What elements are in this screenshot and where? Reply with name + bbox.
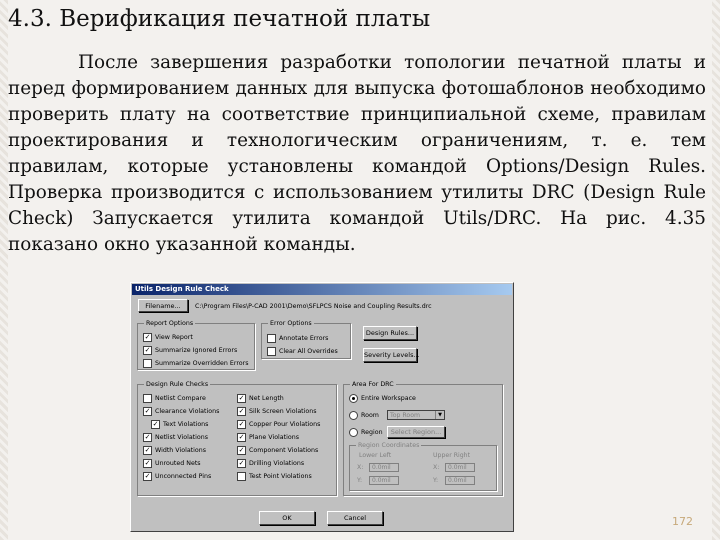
copper-pour-violations-checkbox[interactable]: ✓ Copper Pour Violations xyxy=(238,420,321,428)
test-point-violations-checkbox[interactable]: Test Point Violations xyxy=(237,472,312,481)
clearance-violations-checkbox[interactable]: ✓ Clearance Violations xyxy=(144,407,220,415)
slide-title: 4.3. Верификация печатной платы xyxy=(8,6,431,32)
select-region-button[interactable]: Select Region... xyxy=(387,426,445,438)
radio-circle[interactable] xyxy=(349,394,358,403)
silk-screen-violations-checkbox[interactable]: ✓ Silk Screen Violations xyxy=(238,407,317,415)
checkbox-box[interactable] xyxy=(143,394,152,403)
component-violations-checkbox[interactable]: ✓ Component Violations xyxy=(238,446,319,454)
clear-overrides-checkbox[interactable]: Clear All Overrides xyxy=(267,347,338,356)
ur-y-input[interactable]: 0.0mil xyxy=(445,476,475,485)
ur-x-label: X: xyxy=(433,464,440,471)
upper-right-label: Upper Right xyxy=(433,452,470,459)
cancel-button[interactable]: Cancel xyxy=(327,511,383,525)
filename-button[interactable]: Filename... xyxy=(138,299,188,312)
area-for-drc-label: Area For DRC xyxy=(352,381,394,388)
ur-y-label: Y: xyxy=(433,477,439,484)
drilling-violations-checkbox[interactable]: ✓ Drilling Violations xyxy=(238,459,305,467)
error-options-label: Error Options xyxy=(270,320,312,327)
netlist-violations-checkbox[interactable]: ✓ Netlist Violations xyxy=(144,433,209,441)
checkbox-box[interactable] xyxy=(237,472,246,481)
design-rules-button[interactable]: Design Rules... xyxy=(363,326,417,340)
checkbox-box[interactable]: ✓ xyxy=(238,420,245,428)
radio-circle[interactable] xyxy=(349,428,358,437)
page-number: 172 xyxy=(672,515,693,528)
severity-levels-button[interactable]: Severity Levels... xyxy=(363,348,417,362)
annotate-errors-checkbox[interactable]: Annotate Errors xyxy=(267,334,328,343)
ll-x-label: X: xyxy=(357,464,364,471)
checkbox-box[interactable]: ✓ xyxy=(238,446,245,454)
room-radio[interactable]: Room xyxy=(349,411,379,420)
width-violations-checkbox[interactable]: ✓ Width Violations xyxy=(144,446,207,454)
view-report-checkbox[interactable]: ✓ View Report xyxy=(144,333,193,341)
left-edge-decoration xyxy=(0,0,8,540)
checkbox-box[interactable]: ✓ xyxy=(144,472,151,480)
checkbox-box[interactable]: ✓ xyxy=(238,433,245,441)
checkbox-box[interactable]: ✓ xyxy=(144,407,151,415)
checkbox-box[interactable] xyxy=(143,359,152,368)
region-coordinates-label: Region Coordinates xyxy=(358,442,420,449)
unconnected-pins-checkbox[interactable]: ✓ Unconnected Pins xyxy=(144,472,212,480)
summarize-overridden-checkbox[interactable]: Summarize Overridden Errors xyxy=(143,359,249,368)
design-rule-checks-label: Design Rule Checks xyxy=(146,381,209,388)
slide-body-text: После завершения разработки топологии печатной платы и перед формированием данных для выпуска фотошаблонов необходимо проверить плату на соответствие принципиальной схеме, правилам проектирования и технологическим ограничениям, т. е. тем правилам, которые установлены командой Options/Design Rules. Проверка производится с использованием утилиты DRC (Design Rule Check) Запускается утилита командой Utils/DRC. На рис. 4.35 показано окно указанной команды. xyxy=(8,52,706,255)
filename-path: C:\Program Files\P-CAD 2001\Demo\SFLPCS Noise and Coupling Results.drc xyxy=(195,303,432,310)
chevron-down-icon[interactable]: ▼ xyxy=(435,411,444,419)
summarize-ignored-checkbox[interactable]: ✓ Summarize Ignored Errors xyxy=(144,346,238,354)
region-radio[interactable]: Region xyxy=(349,428,383,437)
netlist-compare-checkbox[interactable]: Netlist Compare xyxy=(143,394,206,403)
plane-violations-checkbox[interactable]: ✓ Plane Violations xyxy=(238,433,299,441)
lower-left-label: Lower Left xyxy=(359,452,392,459)
report-options-label: Report Options xyxy=(146,320,194,327)
checkbox-box[interactable] xyxy=(267,334,276,343)
checkbox-box[interactable]: ✓ xyxy=(144,459,151,467)
right-edge-decoration xyxy=(712,0,720,540)
checkbox-box[interactable]: ✓ xyxy=(144,333,151,341)
entire-workspace-radio[interactable]: Entire Workspace xyxy=(349,394,416,403)
dialog-title-bar[interactable]: Utils Design Rule Check xyxy=(132,284,512,295)
checkbox-box[interactable]: ✓ xyxy=(144,346,151,354)
ur-x-input[interactable]: 0.0mil xyxy=(445,463,475,472)
checkbox-box[interactable]: ✓ xyxy=(144,433,151,441)
ll-x-input[interactable]: 0.0mil xyxy=(369,463,399,472)
radio-circle[interactable] xyxy=(349,411,358,420)
room-select[interactable]: Top Room ▼ xyxy=(387,410,445,420)
ok-button[interactable]: OK xyxy=(259,511,315,525)
checkbox-box[interactable]: ✓ xyxy=(238,459,245,467)
checkbox-box[interactable]: ✓ xyxy=(144,446,151,454)
ll-y-label: Y: xyxy=(357,477,363,484)
utils-drc-dialog xyxy=(130,282,514,532)
checkbox-box[interactable]: ✓ xyxy=(152,420,159,428)
checkbox-box[interactable]: ✓ xyxy=(238,407,245,415)
checkbox-box[interactable]: ✓ xyxy=(238,394,245,402)
unrouted-nets-checkbox[interactable]: ✓ Unrouted Nets xyxy=(144,459,201,467)
net-length-checkbox[interactable]: ✓ Net Length xyxy=(238,394,284,402)
ll-y-input[interactable]: 0.0mil xyxy=(369,476,399,485)
text-violations-checkbox[interactable]: ✓ Text Violations xyxy=(152,420,209,428)
checkbox-box[interactable] xyxy=(267,347,276,356)
